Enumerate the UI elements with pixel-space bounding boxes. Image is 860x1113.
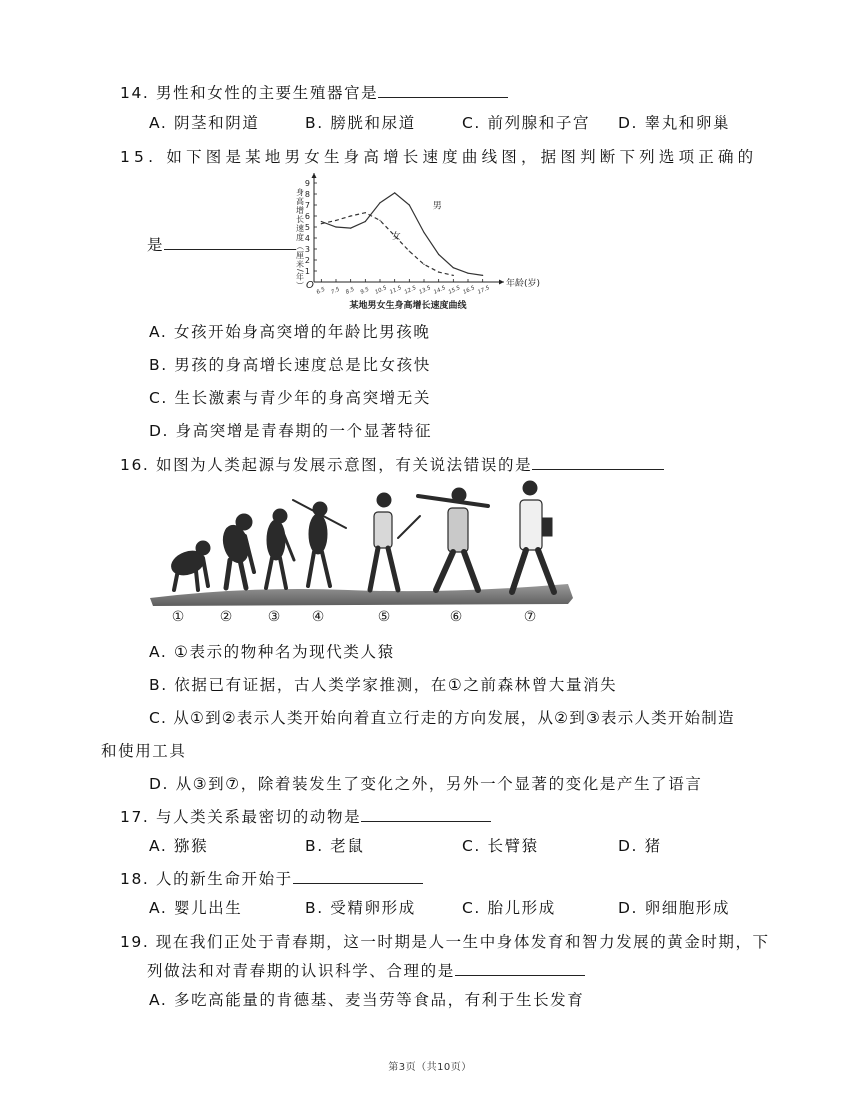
y-tick-label: 4 [304,234,310,243]
series-line-female [321,213,453,276]
x-tick-label: 8.5 [344,286,356,296]
x-tick-label: 16.5 [462,285,476,296]
q15-option-d: D. 身高突增是青春期的一个显著特征 [149,422,433,440]
data-point [453,275,454,276]
figure-label-6: ⑥ [449,609,463,625]
height-growth-chart [290,170,541,316]
data-point [379,202,380,203]
q19-stem: 19. 现在我们正处于青春期，这一时期是人一生中身体发育和智力发展的黄金时期，下 [120,933,770,951]
figure-label-4: ④ [311,609,325,625]
q16-option-d: D. 从③到⑦，除着装发生了变化之外，另外一个显著的变化是产生了语言 [149,775,703,793]
data-point [482,275,483,276]
figure-label-5: ⑤ [377,609,391,625]
data-point [423,264,424,265]
data-point [321,223,322,224]
answer-blank [532,453,664,470]
data-point [350,215,351,216]
q15-option-b: B. 男孩的身高增长速度总是比女孩快 [149,356,431,374]
q17-option-b: B. 老鼠 [305,837,365,855]
x-tick-label: 9.5 [359,286,371,296]
x-tick-label: 12.5 [403,285,418,296]
data-point [321,221,322,222]
y-axis-label: 身高增长速度（厘米/年） [295,188,305,291]
y-tick-label: 5 [304,223,310,232]
y-tick-label: 8 [304,190,310,199]
answer-blank [293,867,423,884]
q14-stem: 14. 男性和女性的主要生殖器官是 [120,81,508,103]
x-axis-arrow [499,280,504,285]
data-point [467,273,468,274]
y-tick-label: 3 [304,245,310,254]
figure-label-3: ③ [267,609,281,625]
x-tick-label: 7.5 [330,286,341,296]
figure-label-2: ② [219,609,233,625]
y-tick-label: 2 [304,256,310,265]
answer-blank [378,81,508,98]
figure-label-7: ⑦ [523,609,537,625]
series-label-male: 男 [432,201,442,212]
data-point [409,251,410,252]
y-tick-label: 6 [304,212,310,221]
q19-stem-continued: 列做法和对青春期的认识科学、合理的是 [147,959,585,981]
x-axis-label: 年龄(岁) [506,279,541,289]
answer-blank [164,233,296,250]
data-point [423,232,424,233]
q16-option-b: B. 依据已有证据，古人类学家推测，在①之前森林曾大量消失 [149,676,618,694]
figure-label-1: ① [171,609,185,625]
x-tick-label: 11.5 [388,285,403,296]
q15-stem: 15. 如下图是某地男女生身高增长速度曲线图，据图判断下列选项正确的 [120,148,758,166]
q15-option-a: A. 女孩开始身高突增的年龄比男孩晚 [149,323,431,341]
q14-option-a: A. 阴茎和阴道 [149,114,260,132]
q19-option-a: A. 多吃高能量的肯德基、麦当劳等食品，有利于生长发育 [149,991,585,1009]
data-point [379,220,380,221]
q18-option-d: D. 卵细胞形成 [618,899,731,917]
data-point [438,254,439,255]
x-tick-label: 14.5 [432,285,447,296]
answer-blank [455,959,585,976]
origin-label: O [306,280,314,291]
data-point [335,220,336,221]
q18-option-b: B. 受精卵形成 [305,899,416,917]
chart-title: 某地男女生身高增长速度曲线 [349,301,467,311]
y-tick-label: 1 [304,267,310,276]
q15-stem-continued: 是 [147,233,296,255]
q17-option-c: C. 长臂猿 [462,837,539,855]
data-point [438,272,439,273]
q17-option-a: A. 猕猴 [149,837,209,855]
data-point [453,267,454,268]
x-tick-label: 15.5 [447,285,462,296]
q16-option-a: A. ①表示的物种名为现代类人猿 [149,643,395,661]
q18-option-a: A. 婴儿出生 [149,899,243,917]
data-point [409,204,410,205]
data-point [335,226,336,227]
y-tick-label: 7 [304,201,310,210]
x-tick-label: 10.5 [374,285,388,296]
q18-stem: 18. 人的新生命开始于 [120,867,423,889]
q14-option-b: B. 膀胱和尿道 [305,114,416,132]
q17-option-d: D. 猪 [618,837,662,855]
series-label-female: 女 [391,232,401,243]
page-footer: 第3页（共10页） [388,1062,472,1073]
q16-option-c: C. 从①到②表示人类开始向着直立行走的方向发展，从②到③表示人类开始制造 [149,709,735,727]
q18-option-c: C. 胎儿形成 [462,899,556,917]
q14-option-d: D. 睾丸和卵巢 [618,114,731,132]
y-tick-label: 9 [304,179,310,188]
x-tick-label: 17.5 [476,285,491,296]
q14-option-c: C. 前列腺和子宫 [462,114,591,132]
y-axis-arrow [312,173,317,178]
x-tick-label: 6.5 [315,286,327,296]
data-point [365,221,366,222]
q15-option-c: C. 生长激素与青少年的身高突增无关 [149,389,431,407]
data-point [394,192,395,193]
q16-stem: 16. 如图为人类起源与发展示意图，有关说法错误的是 [120,453,664,475]
q17-stem: 17. 与人类关系最密切的动物是 [120,805,491,827]
series-line-male [321,193,482,276]
data-point [350,228,351,229]
data-point [365,212,366,213]
x-tick-label: 13.5 [418,285,432,296]
human-evolution-figure [148,478,578,628]
answer-blank [361,805,491,822]
q16-option-c-continued: 和使用工具 [101,742,187,760]
